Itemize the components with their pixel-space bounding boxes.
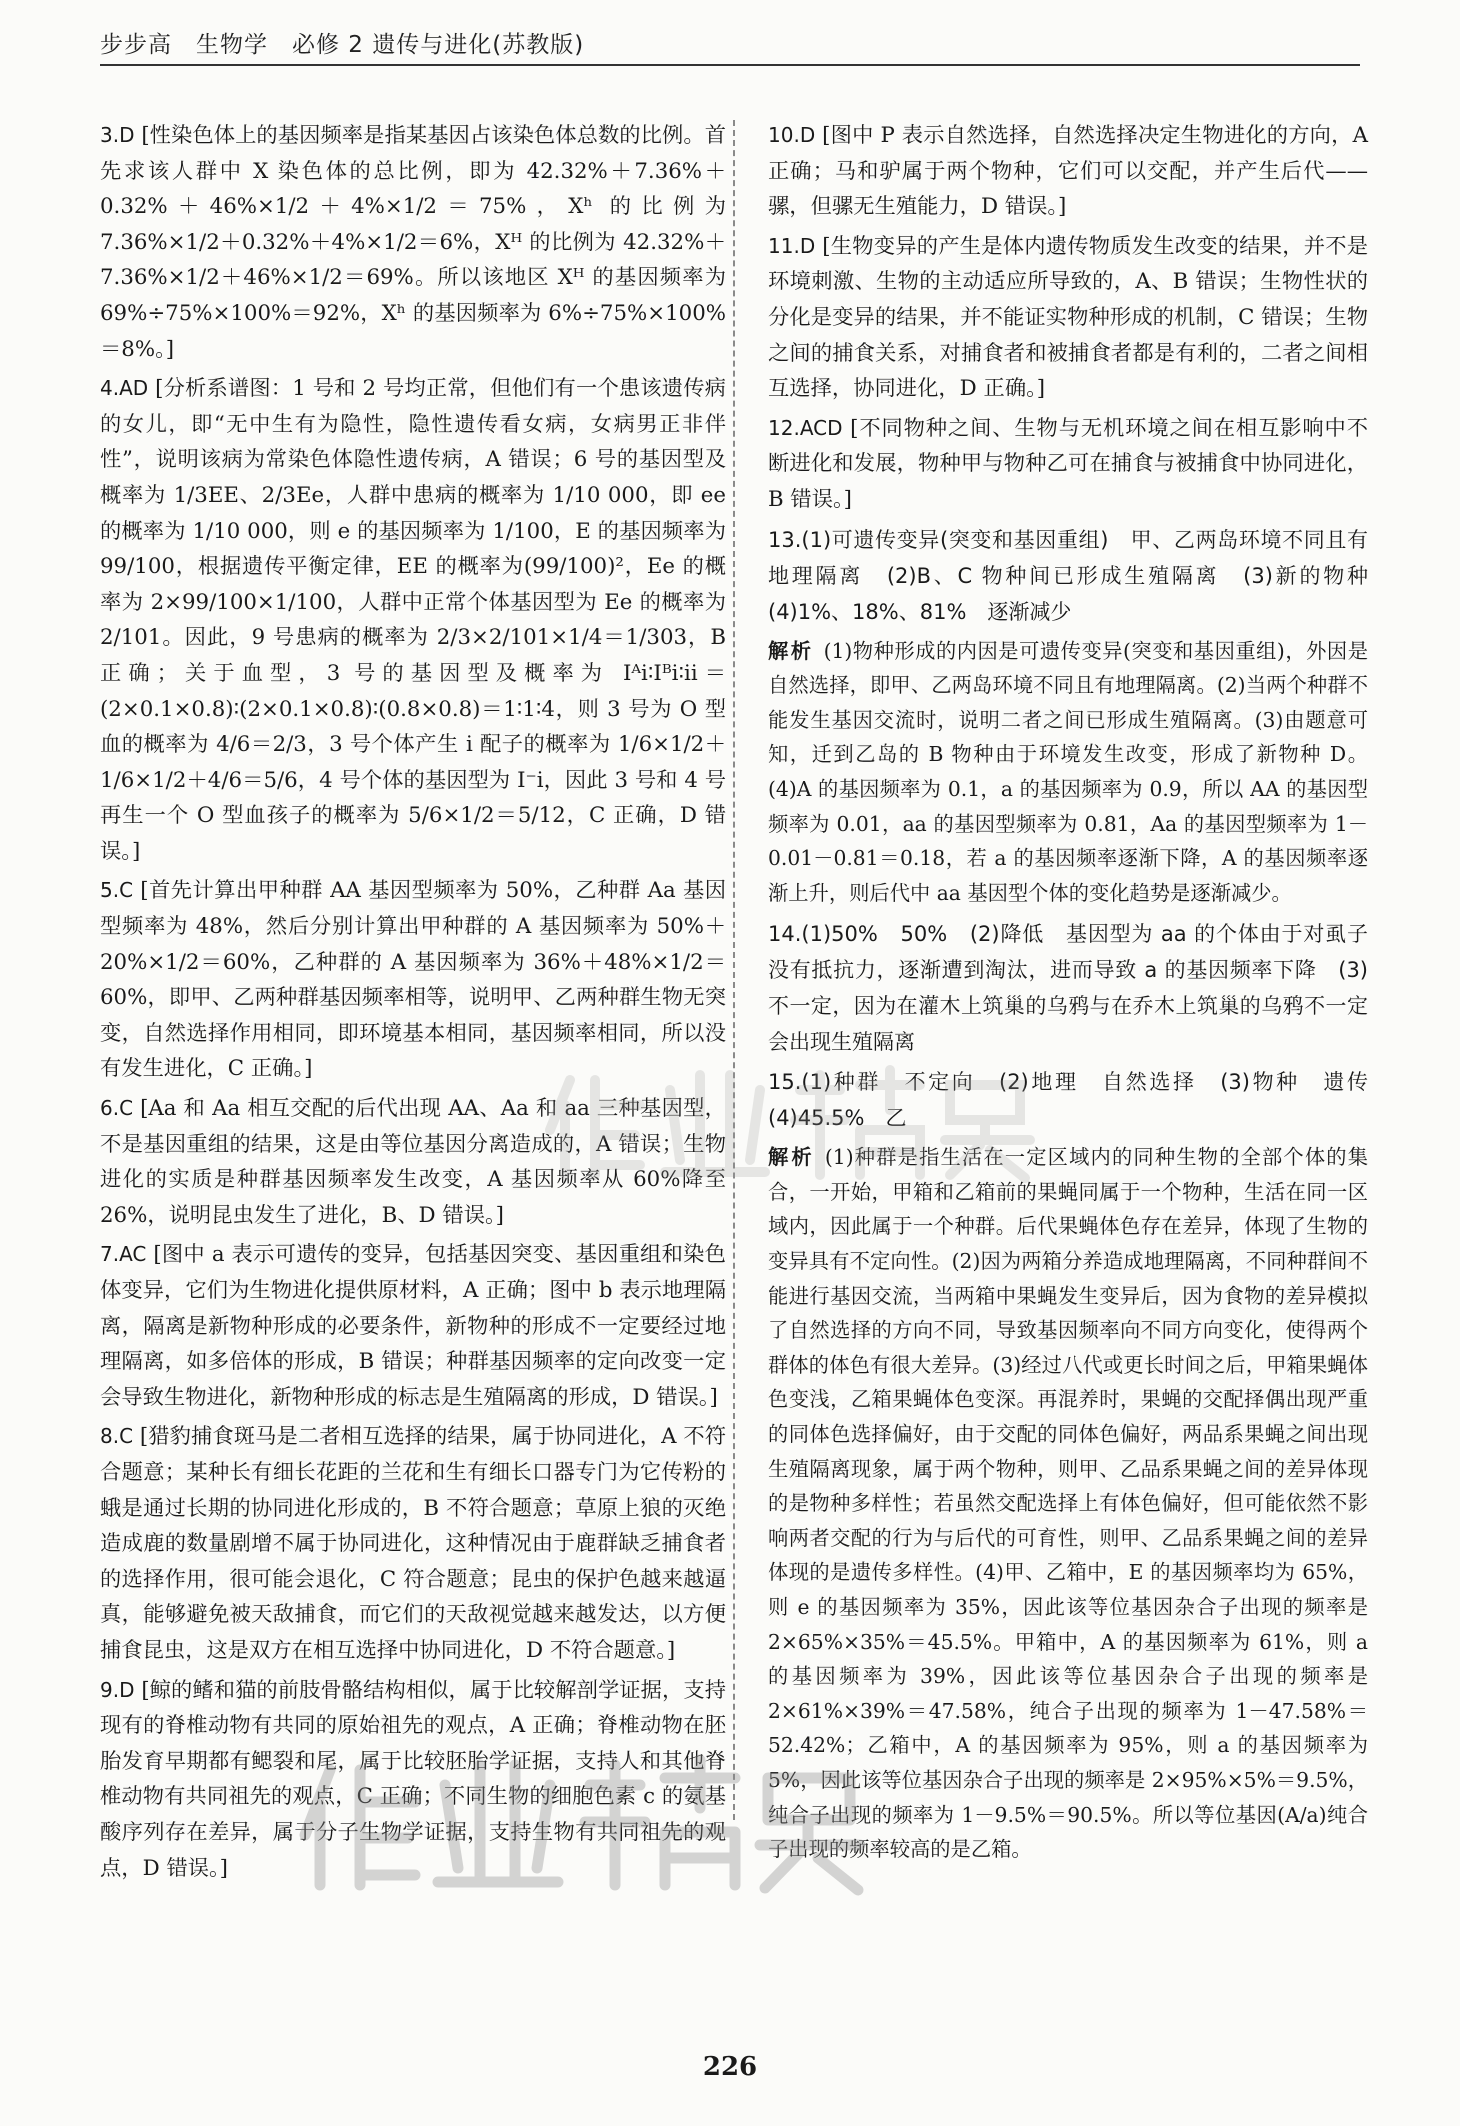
watermark-logo: [290, 1740, 870, 1900]
item-answer: D: [799, 233, 816, 258]
item-number: 4.: [100, 376, 120, 401]
answer-item-12: [768, 411, 1368, 518]
item-number: 8.: [100, 1424, 120, 1449]
left-column: [100, 118, 726, 1890]
item-answer: C: [119, 878, 134, 903]
page-number: 226: [702, 2052, 758, 2082]
answer-item-13: 13.(1)可遗传变异(突变和基因重组) 甲、乙两岛环境不同且有地理隔离 (2)B、C 物种间已形成生殖隔离 (3)新的物种 (4)1%、18%、81% 逐渐减少: [768, 527, 1389, 624]
watermark-logo: [540, 1050, 1040, 1190]
answer-item-8: [100, 1419, 726, 1668]
item-answer: AC: [119, 1242, 147, 1267]
analysis-label: 解析: [768, 1145, 815, 1170]
right-column: [768, 118, 1389, 1873]
answer-item-14: 14.(1)50% 50% (2)降低 基因型为 aa 的个体由于对虱子没有抵抗力，逐渐遭到淘汰，进而导致 a 的基因频率下降 (3)不一定，因为在灌木上筑巢的乌鸦与在乔木上筑巢的乌鸦不一定会出现生殖隔离: [768, 922, 1368, 1055]
answer-item-3: [100, 118, 726, 367]
item-explanation: [首先计算出甲种群 AA 基因型频率为 50%，乙种群 Aa 基因型频率为 48%，然后分别计算出甲种群的 A 基因频率为 50%＋20%×1/2＝60%，乙种群的 A 基因频率为 36%＋48%×1/2＝60%，即甲、乙两种群基因频率相等，说明甲、乙两种群生物无突变，自然选择作用相同，即环境基本相同，基因频率相同，所以没有发生进化，C 正确。]: [100, 878, 726, 1082]
item-number: 6.: [100, 1096, 120, 1121]
item-number: 9.: [100, 1677, 120, 1702]
item-explanation: [性染色体上的基因频率是指某基因占该染色体总数的比例。首先求该人群中 X 染色体的总比例，即为 42.32%＋7.36%＋0.32%＋46%×1/2＋4%×1/2＝75%，Xʰ 的比例为 7.36%×1/2＋0.32%＋4%×1/2＝6%，Xᴴ 的比例为 42.32%＋7.36%×1/2＋46%×1/2＝69%。所以该地区 Xᴴ 的基因频率为 69%÷75%×100%＝92%，Xʰ 的基因频率为 6%÷75%×100%＝8%。]: [100, 123, 726, 362]
answer-item-7: [100, 1237, 726, 1415]
item-number: 7.: [100, 1242, 120, 1267]
item-answer: C: [119, 1096, 134, 1121]
answer-item-4: [100, 371, 726, 869]
item-answer: C: [119, 1424, 134, 1449]
answer-item-10: [768, 118, 1368, 225]
item-number: 3.: [100, 123, 120, 147]
item-number: 5.: [100, 878, 120, 903]
item-answer: AD: [119, 376, 149, 401]
item-explanation: [图中 P 表示自然选择，自然选择决定生物进化的方向，A 正确；马和驴属于两个物种，它们可以交配，并产生后代——骡，但骡无生殖能力，D 错误。]: [768, 123, 1368, 220]
item-number: 12.: [768, 415, 800, 440]
analysis-text: (1)物种形成的内因是可遗传变异(突变和基因重组)，外因是自然选择，即甲、乙两岛环境不同且有地理隔离。(2)当两个种群不能发生基因交流时，说明二者之间已形成生殖隔离。(3)由题意可知，迁到乙岛的 B 物种由于环境发生改变，形成了新物种 D。(4)A 的基因频率为 0.1，a 的基因频率为 0.9，所以 AA 的基因型频率为 0.01，aa 的基因型频率为 0.81，Aa 的基因型频率为 1－0.01－0.81＝0.18，若 a 的基因频率逐渐下降，A 的基因频率逐渐上升，则后代中 aa 基因型个体的变化趋势是逐渐减少。: [768, 638, 1368, 905]
running-head: 步步高 生物学 必修 2 遗传与进化(苏教版): [100, 32, 585, 58]
item-number: 10.: [768, 123, 800, 147]
item-answer: D: [119, 1677, 135, 1702]
item-explanation: [图中 a 表示可遗传的变异，包括基因突变、基因重组和染色体变异，它们为生物进化提供原材料，A 正确；图中 b 表示地理隔离，隔离是新物种形成的必要条件，新物种的形成不一定要经过地理隔离，如多倍体的形成，B 错误；种群基因频率的定向改变一定会导致生物进化，新物种形成的标志是生殖隔离的形成，D 错误。]: [100, 1242, 726, 1410]
analysis-text: (1)种群是指生活在一定区域内的同种生物的全部个体的集合，一开始，甲箱和乙箱前的果蝇同属于一个物种，生活在同一区域内，因此属于一个种群。后代果蝇体色存在差异，体现了生物的变异具有不定向性。(2)因为两箱分养造成地理隔离，不同种群间不能进行基因交流，当两箱中果蝇发生变异后，因为食物的差异模拟了自然选择的方向不同，导致基因频率向不同方向变化，使得两个群体的体色有很大差异。(3)经过八代或更长时间之后，甲箱果蝇体色变浅，乙箱果蝇体色变深。再混养时，果蝇的交配择偶出现严重的同体色选择偏好，由于交配的同体色偏好，两品系果蝇之间出现生殖隔离现象，属于两个物种，则甲、乙品系果蝇之间的差异体现的是物种多样性；若虽然交配选择上有体色偏好，但可能依然不影响两者交配的行为与后代的可育性，则甲、乙品系果蝇之间的差异体现的是遗传多样性。(4)甲、乙箱中，E 的基因频率均为 65%，则 e 的基因频率为 35%，因此该等位基因杂合子出现的频率是 2×65%×35%＝45.5%。甲箱中，A 的基因频率为 61%，则 a 的基因频率为 39%，因此该等位基因杂合子出现的频率是 2×61%×39%＝47.58%，纯合子出现的频率为 1－47.58%＝52.42%；乙箱中，A 的基因频率为 95%，则 a 的基因频率为 5%，因此该等位基因杂合子出现的频率是 2×95%×5%＝9.5%，纯合子出现的频率为 1－9.5%＝90.5%。所以等位基因(A/a)纯合子出现的频率较高的是乙箱。: [768, 1145, 1368, 1862]
item-explanation: [Aa 和 Aa 相互交配的后代出现 AA、Aa 和 aa 三种基因型，不是基因重组的结果，这是由等位基因分离造成的，A 错误；生物进化的实质是种群基因频率发生改变，A 基因频率从 60%降至 26%，说明昆虫发生了进化，B、D 错误。]: [100, 1096, 726, 1228]
item-answer: D: [799, 123, 816, 147]
analysis-13: [768, 634, 1368, 911]
answer-item-11: [768, 229, 1368, 407]
item-explanation: [分析系谱图：1 号和 2 号均正常，但他们有一个患该遗传病的女儿，即“无中生有为隐性，隐性遗传看女病，女病男正非伴性”，说明该病为常染色体隐性遗传病，A 错误；6 号的基因型及概率为 1/3EE、2/3Ee，人群中患病的概率为 1/10 000，即 ee 的概率为 1/10 000，则 e 的基因频率为 1/100，E 的基因频率为 99/100，根据遗传平衡定律，EE 的概率为(99/100)²，Ee 的概率为 2×99/100×1/100，人群中正常个体基因型为 Ee 的概率为 2/101。因此，9 号患病的概率为 2/3×2/101×1/4＝1/303，B 正确；关于血型，3 号的基因型及概率为 Iᴬi∶Iᴮi∶ii＝(2×0.1×0.8)∶(2×0.1×0.8)∶(0.8×0.8)＝1∶1∶4，则 3 号为 O 型血的概率为 4/6＝2/3，3 号个体产生 i 配子的概率为 1/6×1/2＋1/6×1/2＋4/6＝5/6，4 号个体的基因型为 I⁻i，因此 3 号和 4 号再生一个 O 型血孩子的概率为 5/6×1/2＝5/12，C 正确，D 错误。]: [100, 376, 726, 864]
answer-item-15: 15.(1)种群 不定向 (2)地理 自然选择 (3)物种 遗传 (4)45.5% 乙: [768, 1070, 1389, 1131]
analysis-label: 解析: [768, 638, 814, 663]
item-number: 11.: [768, 233, 800, 258]
column-divider: [733, 120, 735, 1820]
item-explanation: [不同物种之间、生物与无机环境之间在相互影响中不断进化和发展，物种甲与物种乙可在捕食与被捕食中协同进化，B 错误。]: [768, 415, 1369, 512]
header-rule: [100, 64, 1360, 66]
item-answer: D: [119, 123, 135, 147]
item-answer: ACD: [799, 415, 843, 440]
item-explanation: [猎豹捕食斑马是二者相互选择的结果，属于协同进化，A 不符合题意；某种长有细长花距的兰花和生有细长口器专门为它传粉的蛾是通过长期的协同进化形成的，B 不符合题意；草原上狼的灭绝造成鹿的数量剧增不属于协同进化，这种情况由于鹿群缺乏捕食者的选择作用，很可能会退化，C 符合题意；昆虫的保护色越来越逼真，能够避免被天敌捕食，而它们的天敌视觉越来越发达，以方便捕食昆虫，这是双方在相互选择中协同进化，D 不符合题意。]: [100, 1424, 726, 1663]
item-explanation: [鲸的鳍和猫的前肢骨骼结构相似，属于比较解剖学证据，支持现有的脊椎动物有共同的原始祖先的观点，A 正确；脊椎动物在胚胎发育早期都有鳃裂和尾，属于比较胚胎学证据，支持人和其他脊椎动物有共同祖先的观点，C 正确；不同生物的细胞色素 c 的氨基酸序列存在差异，属于分子生物学证据，支持生物有共同祖先的观点，D 错误。]: [100, 1677, 726, 1881]
item-explanation: [生物变异的产生是体内遗传物质发生改变的结果，并不是环境刺激、生物的主动适应所导致的，A、B 错误；生物性状的分化是变异的结果，并不能证实物种形成的机制，C 错误；生物之间的捕食关系，对捕食者和被捕食者都是有利的，二者之间相互选择，协同进化，D 正确。]: [768, 233, 1368, 402]
